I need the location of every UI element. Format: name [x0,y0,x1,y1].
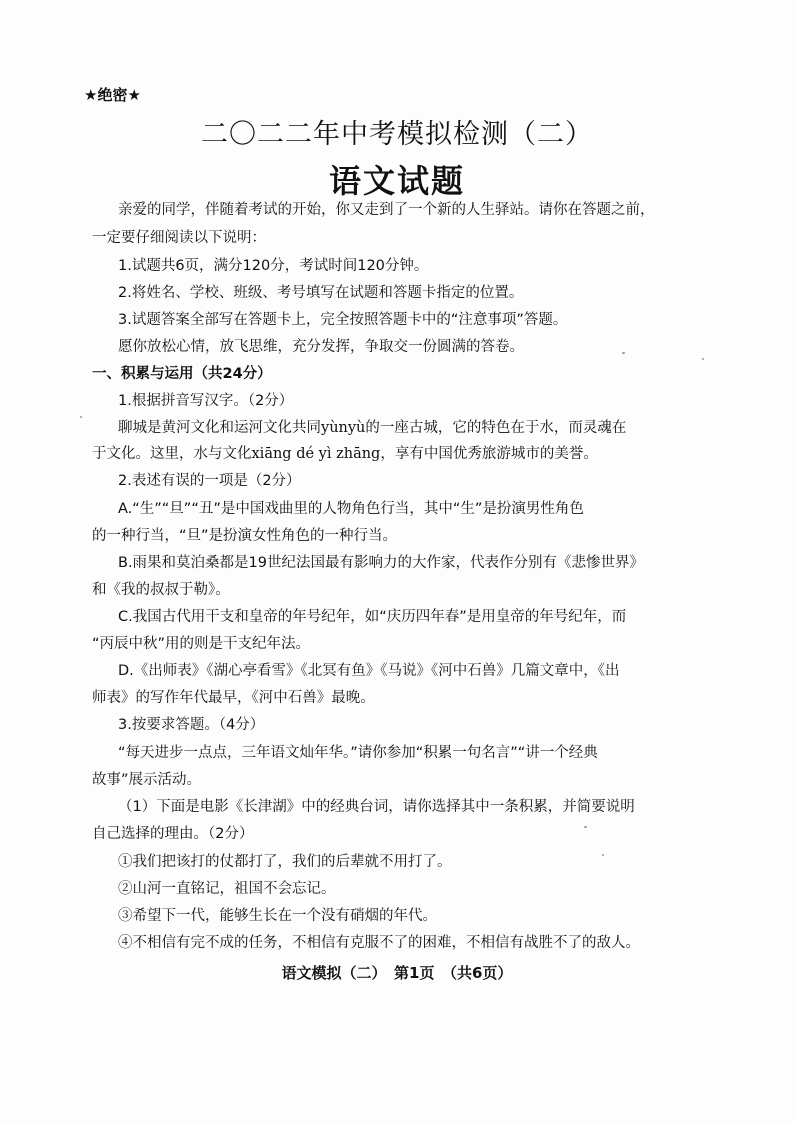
exam-title: 二〇二二年中考模拟检测（二） [201,119,593,150]
quote-1: ①我们把该打的仗都打了，我们的后辈就不用打了。 [118,854,452,870]
scan-speck [80,416,82,418]
option-b-line-1: B.雨果和莫泊桑都是19世纪法国最有影响力的大作家，代表作分别有《悲惨世界》 [118,555,645,571]
question-3-intro-line-2: 故事”展示活动。 [92,772,202,788]
section-heading: 一、积累与运用（共24分） [92,366,272,382]
intro-line-2: 一定要仔细阅读以下说明： [92,230,266,246]
question-3-intro-line-1: “每天进步一点点，三年语文灿年华。”请你参加“积累一句名言”“讲一个经典 [118,745,598,761]
question-3-sub-1-line-1: （1）下面是电影《长津湖》中的经典台词，请你选择其中一条积累，并简要说明 [118,799,635,815]
option-b-line-2: 和《我的叔叔于勒》。 [92,582,230,598]
question-1-stem: 1.根据拼音写汉字。（2分） [118,393,294,409]
option-c-line-1: C.我国古代用干支和皇帝的年号纪年，如“庆历四年春”是用皇帝的年号纪年，而 [118,609,627,625]
rule-2: 2.将姓名、学校、班级、考号填写在试题和答题卡指定的位置。 [118,285,524,301]
confidential-mark: ★绝密★ [84,86,141,104]
scan-speck [584,826,587,828]
option-d-line-2: 师表》的写作年代最早，《河中石兽》最晚。 [92,690,375,706]
option-c-line-2: “丙辰中秋”用的则是干支纪年法。 [92,636,311,652]
quote-2: ②山河一直铭记，祖国不会忘记。 [118,881,336,897]
option-d-line-1: D.《出师表》《湖心亭看雪》《北冥有鱼》《马说》《河中石兽》几篇文章中，《出 [118,663,620,679]
scan-speck [622,352,625,354]
intro-line-1: 亲爱的同学，伴随着考试的开始，你又走到了一个新的人生驿站。请你在答题之前， [118,202,655,218]
rule-1: 1.试题共6页，满分120分，考试时间120分钟。 [118,258,429,274]
scan-speck [702,358,704,360]
exam-subtitle: 语文试题 [328,162,465,200]
option-a-line-1: A.“生”“旦”“丑”是中国戏曲里的人物角色行当，其中“生”是扮演男性角色 [118,501,584,517]
intro-wish: 愿你放松心情，放飞思维，充分发挥，争取交一份圆满的答卷。 [118,339,524,355]
question-3-stem: 3.按要求答题。（4分） [118,717,265,733]
question-1-text-line-1: 聊城是黄河文化和运河文化共同yùnyù的一座古城，它的特色在于水，而灵魂在 [118,420,627,436]
quote-3: ③希望下一代，能够生长在一个没有硝烟的年代。 [118,908,437,924]
option-a-line-2: 的一种行当，“旦”是扮演女性角色的一种行当。 [92,528,398,544]
page-footer: 语文模拟（二） 第1页 （共6页） [281,964,513,982]
quote-4: ④不相信有完不成的任务，不相信有克服不了的困难，不相信有战胜不了的敌人。 [118,935,640,951]
question-2-stem: 2.表述有误的一项是（2分） [118,473,301,489]
rule-3: 3.试题答案全部写在答题卡上，完全按照答题卡中的“注意事项”答题。 [118,312,568,328]
question-3-sub-1-line-2: 自己选择的理由。（2分） [92,826,254,842]
question-1-text-line-2: 于文化。这里，水与文化xiāng dé yì zhāng，享有中国优秀旅游城市的美誉。 [92,446,598,462]
scan-speck [602,854,604,856]
